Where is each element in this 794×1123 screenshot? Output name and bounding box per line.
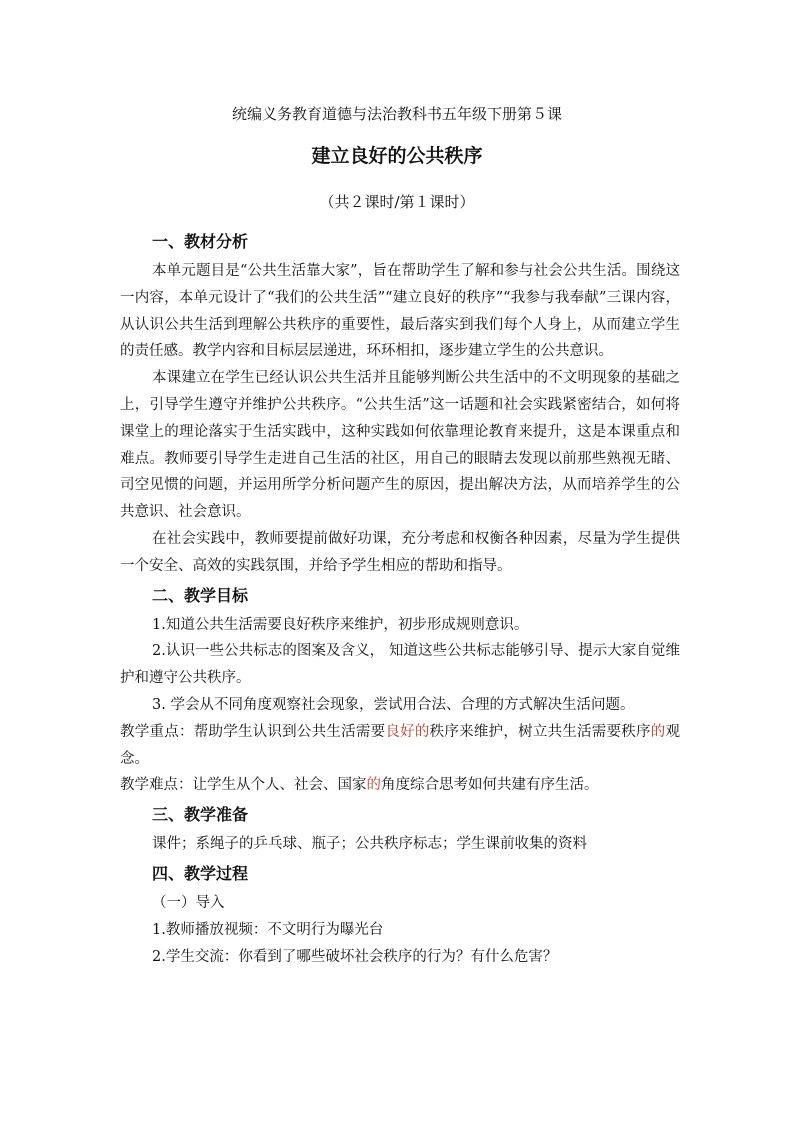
lesson-content [120, 226, 680, 970]
difficulty-text-a: 教学难点：让学生从个人、社会、国家 [120, 777, 367, 794]
process-subheading-intro: （一）导入 [152, 894, 225, 911]
period-info: （共２课时/第１课时） [319, 193, 475, 211]
teaching-key-point [120, 719, 680, 773]
process-item-2: 2.学生交流：你看到了哪些破坏社会秩序的行为？有什么危害？ [152, 948, 558, 965]
analysis-paragraph-3: 在社会实践中，教师要提前做好功课，充分考虑和权衡各种因素，尽量为学生提供一个安全、高效的实践氛围，并给予学生相应的帮助和指导。 [120, 530, 680, 574]
preparation-text: 课件；系绳子的乒乓球、瓶子；公共秩序标志；学生课前收集的资料 [152, 836, 587, 853]
goal-item-2: 2.认识一些公共标志的图案及含义， 知道这些公共标志能够引导、提示大家自觉维护和遵守公共秩序。 [120, 643, 680, 687]
difficulty-text-b: 角度综合思考如何共建有序生活。 [381, 777, 599, 794]
analysis-paragraph-1: 本单元题目是“公共生活靠大家”，旨在帮助学生了解和参与社会公共生活。围绕这一内容，本单元设计了“我们的公共生活”“建立良好的秩序”“我参与我奉献”三课内容，从认识公共生活到理解公共秩序的重要性，最后落实到我们每个人身上，从而建立学生的责任感。教学内容和目标层层递进，环环相扣，逐步建立学生的公共意识。 [120, 263, 680, 360]
section-heading-preparation: 三、教学准备 [152, 805, 249, 825]
key-text-a: 教学重点：帮助学生认识到公共生活需要 [120, 723, 386, 740]
goal-item-1: 1.知道公共生活需要良好秩序来维护，初步形成规则意识。 [152, 616, 529, 633]
analysis-paragraph-2: 本课建立在学生已经认识公共生活并且能够判断公共生活中的不文明现象的基础之上，引导学生遵守并维护公共秩序。“公共生活”这一话题和社会实践紧密结合，如何将课堂上的理论落实于生活实践中，这种实践如何依靠理论教育来提升，这是本课重点和难点。教师要引导学生走进自己生活的社区，用自己的眼睛去发现以前那些熟视无睹、司空见惯的问题，并运用所学分析问题产生的原因，提出解决方法，从而培养学生的公共意识、社会意识。 [120, 370, 680, 521]
goal-item-3: 3. 学会从不同角度观察社会现象，尝试用合法、合理的方式解决生活问题。 [152, 696, 635, 713]
key-text-b: 秩序来维护，树立共生活需要秩序 [429, 723, 651, 740]
key-text-highlight-1: 良好的 [385, 723, 430, 740]
course-header: 统编义务教育道德与法治教科书五年级下册第５课 [231, 105, 562, 123]
key-text-highlight-2: 的 [650, 723, 666, 740]
key-text-c: 观念。 [120, 723, 681, 767]
teaching-difficulty [120, 772, 680, 799]
section-heading-goals: 二、教学目标 [152, 585, 249, 605]
lesson-title: 建立良好的公共秩序 [311, 145, 483, 167]
process-item-1: 1.教师播放视频：不文明行为曝光台 [152, 921, 384, 938]
section-heading-analysis: 一、教材分析 [152, 232, 249, 251]
difficulty-text-highlight: 的 [366, 777, 381, 794]
section-heading-process: 四、教学过程 [152, 863, 249, 883]
